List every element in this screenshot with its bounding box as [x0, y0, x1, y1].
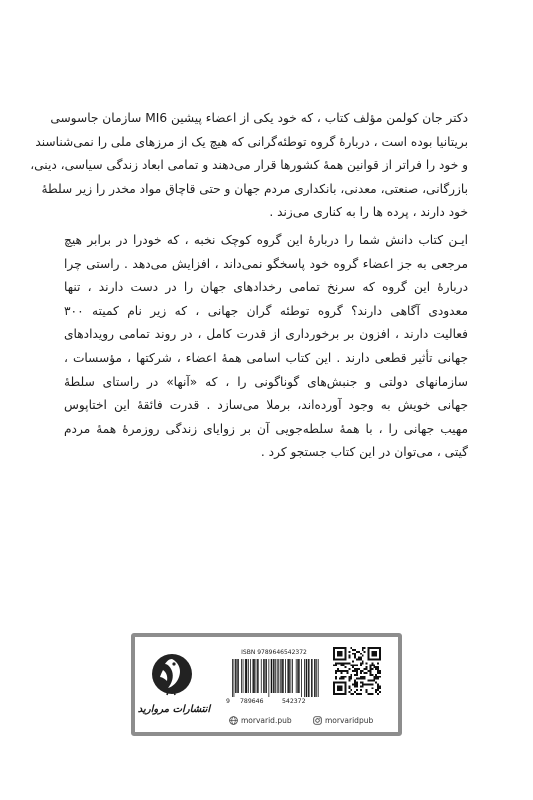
qr-module: [369, 672, 371, 674]
qr-module: [356, 659, 358, 661]
barcode-bar: [290, 659, 291, 693]
qr-module: [379, 687, 381, 689]
text-line: گیتی ، می‌توان در این کتاب جستجو کرد .: [260, 445, 468, 460]
qr-module: [371, 680, 373, 682]
qr-module: [356, 693, 358, 695]
barcode-bar: [246, 659, 247, 693]
barcode-bar: [248, 659, 249, 693]
qr-module: [369, 668, 371, 670]
qr-module: [375, 668, 377, 670]
qr-module: [337, 685, 343, 691]
qr-module: [360, 678, 362, 680]
qr-module: [377, 676, 379, 678]
barcode-bar: [298, 659, 299, 693]
barcode-bar: [288, 659, 289, 693]
qr-module: [352, 670, 354, 672]
qr-module: [345, 676, 347, 678]
qr-module: [366, 689, 368, 691]
qr-module: [373, 680, 375, 682]
qr-module: [348, 691, 350, 693]
qr-module: [369, 664, 371, 666]
qr-module: [348, 662, 350, 664]
qr-module: [358, 693, 360, 695]
barcode-bar: [273, 659, 274, 693]
qr-module: [360, 676, 362, 678]
qr-module: [368, 680, 370, 682]
website-text: morvarid.pub: [241, 715, 292, 725]
qr-module: [375, 676, 377, 678]
qr-module: [354, 680, 356, 682]
qr-module: [352, 693, 354, 695]
qr-module: [352, 664, 354, 666]
barcode-bar: [253, 659, 254, 693]
barcode-bar: [275, 659, 276, 693]
qr-module: [377, 685, 379, 687]
qr-module: [346, 672, 348, 674]
qr-module: [360, 662, 362, 664]
barcode-bar: [268, 659, 269, 697]
barcode-bar: [278, 659, 279, 693]
barcode-bar: [257, 659, 258, 693]
barcode-bar: [280, 659, 281, 693]
qr-module: [364, 678, 366, 680]
barcode-bar: [315, 659, 316, 697]
qr-module: [348, 651, 350, 653]
qr-module: [371, 683, 373, 685]
barcode-bar: [258, 659, 259, 693]
text-line: و خود را فراتر از قوانین همهٔ کشورها قرار می‌دهند و تمامی ابعاد زندگی سیاسی، دینی،: [30, 158, 468, 173]
qr-module: [375, 666, 377, 668]
barcode-digits-left: 789646: [240, 697, 264, 705]
barcode-bar: [238, 659, 239, 693]
text-line: ایـن کتاب دانش شما را دربارهٔ این گروه کوچک نخبه ، که خودرا در برابر هیچ: [64, 232, 468, 247]
qr-module: [343, 662, 345, 664]
qr-module: [362, 682, 364, 684]
qr-module: [360, 657, 362, 659]
qr-module: [379, 691, 381, 693]
qr-module: [352, 683, 354, 685]
qr-module: [362, 685, 364, 687]
qr-module: [343, 664, 345, 666]
blurb-text: [30, 107, 468, 465]
qr-module: [362, 683, 364, 685]
qr-module: [337, 662, 339, 664]
qr-module: [369, 666, 371, 668]
barcode-bar: [306, 659, 307, 697]
qr-module: [337, 670, 339, 672]
qr-module: [375, 674, 377, 676]
barcode-bar: [245, 659, 246, 693]
qr-module: [339, 670, 341, 672]
text-line: دربارهٔ این گروه که سرنخ تمامی رخدادهای جهان را در دست دارند ، تنها: [64, 280, 468, 295]
barcode-bar: [253, 659, 254, 693]
qr-module: [354, 668, 356, 670]
barcode-bar: [271, 659, 272, 693]
qr-module: [354, 653, 356, 655]
qr-module: [348, 668, 350, 670]
qr-module: [350, 678, 352, 680]
qr-module: [360, 693, 362, 695]
qr-module: [360, 653, 362, 655]
qr-module: [373, 664, 375, 666]
text-line: بریتانیا بوده است ، دربارهٔ گروه توطئه‌گرانی که هیچ یک از مرزهای ملی را نمی‌شناسند: [35, 134, 468, 149]
barcode-bar: [297, 659, 298, 693]
qr-module: [371, 651, 377, 657]
qr-module: [377, 666, 379, 668]
barcode-bar: [241, 659, 242, 693]
barcode-bar: [292, 659, 293, 693]
qr-module: [366, 666, 368, 668]
qr-module: [356, 664, 358, 666]
isbn-label: ISBN 9789646542372: [241, 649, 307, 656]
qr-module: [354, 682, 356, 684]
qr-module: [350, 674, 352, 676]
barcode-bar: [277, 659, 278, 693]
text-line: مرجعی به جز اعضاء گروه خود پاسخگو نمی‌داند ، افزایش می‌دهد . راستی چرا: [64, 256, 468, 271]
barcode-bar: [250, 659, 251, 693]
qr-module: [354, 664, 356, 666]
qr-module: [339, 662, 341, 664]
barcode-bar: [281, 659, 282, 693]
barcode-bar: [261, 659, 262, 693]
qr-module: [371, 693, 373, 695]
qr-module: [379, 685, 381, 687]
qr-module: [348, 685, 350, 687]
text-line: سازمانهای دولتی و جنبش‌های گوناگونی را ، که «آنها» در راستای سلطهٔ: [64, 374, 468, 389]
qr-module: [345, 662, 347, 664]
qr-module: [362, 670, 364, 672]
qr-module: [360, 682, 362, 684]
instagram-icon: [313, 716, 322, 725]
qr-module: [377, 689, 379, 691]
barcode-bar: [266, 659, 267, 693]
qr-module: [348, 678, 350, 680]
qr-module: [358, 678, 360, 680]
instagram-link[interactable]: [313, 713, 373, 727]
qr-module: [375, 689, 377, 691]
globe-icon: [229, 716, 238, 725]
qr-module: [354, 683, 356, 685]
qr-module: [339, 678, 341, 680]
barcode-bar: [309, 659, 310, 697]
qr-module: [358, 657, 360, 659]
qr-module: [356, 683, 358, 685]
barcode-bar: [232, 659, 233, 697]
qr-module: [360, 670, 362, 672]
barcode-bar: [304, 659, 305, 697]
qr-module: [356, 674, 358, 676]
qr-module: [369, 674, 371, 676]
qr-module: [343, 670, 345, 672]
qr-module: [346, 662, 348, 664]
qr-module: [366, 672, 368, 674]
qr-module: [377, 672, 379, 674]
qr-module: [350, 647, 352, 649]
barcode-bar: [236, 659, 237, 693]
qr-module: [348, 676, 350, 678]
publisher-logo-icon: [148, 650, 196, 702]
qr-module: [335, 664, 337, 666]
qr-module: [366, 683, 368, 685]
qr-module: [377, 662, 379, 664]
qr-module: [341, 678, 343, 680]
barcode-bar: [311, 659, 312, 697]
barcode-bar: [318, 659, 319, 697]
qr-module: [356, 672, 358, 674]
barcode-bar: [283, 659, 284, 693]
barcode-bar: [274, 659, 275, 693]
qr-module: [341, 664, 343, 666]
barcode-bar: [237, 659, 238, 693]
barcode-bar: [287, 659, 288, 693]
qr-module: [354, 685, 356, 687]
qr-module: [335, 676, 337, 678]
qr-module: [377, 687, 379, 689]
text-line: دکتر جان کولمن مؤلف کتاب ، که خود یکی از اعضاء پیشین MI6 سازمان جاسوسی: [50, 111, 468, 125]
qr-module: [362, 649, 364, 651]
qr-module: [366, 691, 368, 693]
qr-module: [352, 660, 354, 662]
text-line: جهانی خویش به وجود آورده‌اند، برملا می‌سازد . قدرت فائقهٔ این اختاپوس: [64, 398, 468, 413]
qr-module: [350, 689, 352, 691]
barcode-bar: [289, 659, 290, 693]
qr-module: [379, 670, 381, 672]
blurb-paragraph-2: [64, 229, 468, 465]
qr-module: [350, 693, 352, 695]
qr-module: [341, 662, 343, 664]
website-link[interactable]: [229, 713, 292, 727]
barcode-bar: [234, 659, 235, 697]
text-line: فعالیت دارند ، افزون بر برخورداری از قدرت کامل ، در روند تمامی رویدادهای: [64, 327, 468, 342]
qr-module: [352, 666, 354, 668]
qr-module: [356, 689, 358, 691]
qr-module: [362, 647, 364, 649]
barcode-bar: [299, 659, 300, 693]
qr-module: [333, 664, 335, 666]
qr-module: [346, 670, 348, 672]
qr-module: [352, 649, 354, 651]
qr-module: [377, 683, 379, 685]
qr-module: [366, 668, 368, 670]
barcode-bar: [246, 659, 247, 693]
qr-module: [335, 678, 337, 680]
instagram-text: morvaridpub: [325, 715, 374, 725]
qr-module: [375, 691, 377, 693]
qr-module: [343, 678, 345, 680]
qr-module: [364, 672, 366, 674]
qr-module: [364, 683, 366, 685]
qr-module: [356, 685, 358, 687]
qr-module: [369, 680, 371, 682]
qr-module: [354, 674, 356, 676]
qr-module: [356, 651, 358, 653]
qr-module: [362, 676, 364, 678]
qr-module: [358, 651, 360, 653]
qr-module: [341, 676, 343, 678]
barcode-bar: [254, 659, 255, 693]
qr-module: [366, 662, 368, 664]
qr-module: [377, 670, 379, 672]
qr-module: [377, 693, 379, 695]
barcode-bar: [285, 659, 286, 693]
qr-module: [356, 670, 358, 672]
qr-module: [375, 682, 377, 684]
qr-module: [371, 687, 373, 689]
barcode: [226, 647, 322, 705]
barcode-bars: [232, 659, 320, 697]
qr-module: [377, 668, 379, 670]
barcode-bar: [265, 659, 266, 693]
text-line: بازرگانی، صنعتی، معدنی، بانکداری مردم جهان و حتی قاچاق مواد مخدر را زیر سلطهٔ: [41, 181, 468, 196]
qr-module: [356, 668, 358, 670]
barcode-bar: [282, 659, 283, 693]
barcode-bar: [243, 659, 244, 693]
qr-module: [362, 678, 364, 680]
qr-module: [368, 693, 370, 695]
qr-module: [358, 668, 360, 670]
text-line: جهانی تأثیر قطعی دارند . این کتاب اسامی همهٔ اعضاء ، شرکتها ، مؤسسات ،: [64, 350, 468, 365]
qr-module: [348, 687, 350, 689]
qr-module: [373, 676, 375, 678]
qr-module: [360, 659, 362, 661]
qr-module: [364, 651, 366, 653]
qr-module: [360, 685, 362, 687]
qr-module: [335, 662, 337, 664]
qr-module: [337, 668, 339, 670]
qr-module: [364, 668, 366, 670]
qr-module: [371, 664, 373, 666]
barcode-bar: [264, 659, 265, 693]
qr-module: [362, 662, 364, 664]
qr-module: [362, 655, 364, 657]
qr-module: [371, 662, 373, 664]
qr-module: [348, 657, 350, 659]
qr-module: [343, 676, 345, 678]
qr-module: [379, 672, 381, 674]
qr-module: [369, 670, 371, 672]
barcode-bar: [314, 659, 315, 697]
qr-module: [348, 680, 350, 682]
qr-module: [345, 666, 347, 668]
qr-module: [354, 670, 356, 672]
blurb-paragraph-1: [30, 107, 468, 225]
qr-module: [356, 682, 358, 684]
qr-module: [375, 678, 377, 680]
qr-module: [337, 651, 343, 657]
qr-module: [350, 664, 352, 666]
qr-module: [369, 693, 371, 695]
qr-module: [369, 683, 371, 685]
barcode-bar: [312, 659, 313, 697]
qr-module: [360, 664, 362, 666]
qr-module: [364, 647, 366, 649]
qr-module: [354, 655, 356, 657]
qr-module: [373, 678, 375, 680]
barcode-bar: [308, 659, 309, 697]
qr-module: [368, 670, 370, 672]
barcode-bar: [301, 659, 302, 697]
barcode-bar: [271, 659, 272, 693]
qr-module: [368, 683, 370, 685]
qr-module: [362, 660, 364, 662]
barcode-bar: [316, 659, 317, 697]
qr-module: [335, 672, 337, 674]
qr-module: [354, 691, 356, 693]
qr-module: [371, 674, 373, 676]
qr-module: [335, 670, 337, 672]
qr-module: [377, 678, 379, 680]
barcode-bar: [306, 659, 307, 697]
qr-module: [360, 689, 362, 691]
qr-module: [364, 676, 366, 678]
qr-module: [354, 657, 356, 659]
qr-module: [352, 653, 354, 655]
barcode-bar: [296, 659, 297, 693]
qr-module: [345, 670, 347, 672]
qr-module: [350, 676, 352, 678]
text-line: معدودی آگاهی دارند؟ گروه توطئه گران جهانی ، که زیر نام کمیته ۳۰۰: [64, 303, 468, 318]
qr-module: [354, 649, 356, 651]
qr-code: [333, 647, 381, 695]
text-line: مهیب جهانی را ، با همهٔ سلطه‌جویی آن بر زوایای زندگی روزمرهٔ همهٔ مردم: [64, 421, 468, 436]
barcode-digit-lead: 9: [226, 697, 230, 705]
qr-module: [371, 668, 373, 670]
publisher-name: انتشارات مروارید: [137, 704, 211, 715]
qr-module: [373, 666, 375, 668]
qr-module: [358, 659, 360, 661]
text-line: خود دارند ، پرده ها را به کناری می‌زند .: [269, 205, 468, 220]
barcode-bar: [263, 659, 264, 693]
qr-module: [341, 672, 343, 674]
qr-module: [356, 678, 358, 680]
barcode-bar: [256, 659, 257, 693]
barcode-digits-right: 542372: [282, 697, 306, 705]
qr-module: [348, 655, 350, 657]
qr-module: [379, 676, 381, 678]
qr-module: [341, 670, 343, 672]
qr-module: [360, 672, 362, 674]
barcode-bar: [235, 659, 236, 693]
